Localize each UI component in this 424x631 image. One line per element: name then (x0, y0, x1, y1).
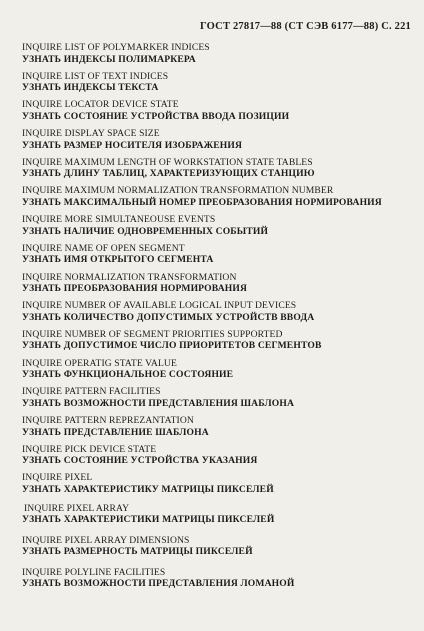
function-name-en: INQUIRE OPERATIG STATE VALUE (22, 357, 177, 369)
function-name-ru: УЗНАТЬ ВОЗМОЖНОСТИ ПРЕДСТАВЛЕНИЯ ЛОМАНОЙ (22, 578, 295, 590)
function-name-en: INQUIRE MAXIMUM LENGTH OF WORKSTATION STATE TABLES (22, 156, 313, 168)
function-entry (22, 243, 418, 266)
function-name-en: INQUIRE LIST OF POLYMARKER INDICES (22, 42, 210, 53)
function-name-ru: УЗНАТЬ КОЛИЧЕСТВО ДОПУСТИМЫХ УСТРОЙСТВ ВВОДА (22, 311, 315, 323)
function-name-ru: УЗНАТЬ МАКСИМАЛЬНЫЙ НОМЕР ПРЕОБРАЗОВАНИЯ НОРМИРОВАНИЯ (22, 197, 382, 209)
function-name-ru: УЗНАТЬ ИНДЕКСЫ ПОЛИМАРКЕРА (22, 53, 196, 65)
function-name-en: INQUIRE NORMALIZATION TRANSFORMATION (22, 271, 237, 283)
function-name-en: INQUIRE NUMBER OF SEGMENT PRIORITIES SUPPORTED (22, 328, 283, 340)
function-name-ru: УЗНАТЬ ДЛИНУ ТАБЛИЦ, ХАРАКТЕРИЗУЮЩИХ СТАНЦИЮ (22, 168, 315, 180)
function-name-en: INQUIRE PIXEL (22, 472, 93, 484)
function-list (22, 42, 418, 590)
function-entry (22, 42, 418, 65)
function-name-ru: УЗНАТЬ ВОЗМОЖНОСТИ ПРЕДСТАВЛЕНИЯ ШАБЛОНА (22, 397, 295, 409)
function-entry (22, 214, 418, 237)
page-header: ГОСТ 27817—88 (СТ СЭВ 6177—88) С. 221 (200, 21, 411, 32)
function-entry (22, 185, 418, 208)
function-entry (22, 567, 418, 590)
function-entry (22, 99, 418, 122)
function-name-en: INQUIRE PATTERN FACILITIES (22, 386, 161, 398)
function-name-ru: УЗНАТЬ ПРЕОБРАЗОВАНИЯ НОРМИРОВАНИЯ (22, 283, 248, 295)
function-name-en: INQUIRE NAME OF OPEN SEGMENT (22, 242, 185, 254)
function-name-ru: УЗНАТЬ ДОПУСТИМОЕ ЧИСЛО ПРИОРИТЕТОВ СЕГМЕНТОВ (22, 340, 322, 352)
function-name-en: INQUIRE PIXEL ARRAY DIMENSIONS (22, 534, 190, 546)
function-entry (22, 71, 418, 94)
function-entry (22, 128, 418, 151)
function-name-ru: УЗНАТЬ СОСТОЯНИЕ УСТРОЙСТВА ВВОДА ПОЗИЦИИ (22, 110, 290, 122)
function-name-ru: УЗНАТЬ ХАРАКТЕРИСТИКУ МАТРИЦЫ ПИКСЕЛЕЙ (22, 483, 274, 495)
function-entry (22, 444, 418, 467)
function-entry (22, 358, 418, 381)
function-name-ru: УЗНАТЬ ФУНКЦИОНАЛЬНОЕ СОСТОЯНИЕ (22, 369, 234, 381)
function-name-ru: УЗНАТЬ ХАРАКТЕРИСТИКИ МАТРИЦЫ ПИКСЕЛЕЙ (22, 514, 275, 526)
function-entry (22, 300, 418, 323)
function-entry (22, 329, 418, 352)
function-name-en: INQUIRE MORE SIMULTANEOUSE EVENTS (22, 214, 216, 226)
function-entry (22, 503, 418, 526)
function-name-en: INQUIRE DISPLAY SPACE SIZE (22, 128, 160, 140)
function-name-en: INQUIRE POLYLINE FACILITIES (22, 566, 166, 578)
function-name-ru: УЗНАТЬ ПРЕДСТАВЛЕНИЕ ШАБЛОНА (22, 426, 209, 438)
function-entry (22, 472, 418, 495)
function-name-en: INQUIRE MAXIMUM NORMALIZATION TRANSFORMATION NUMBER (22, 185, 334, 197)
function-name-ru: УЗНАТЬ РАЗМЕР НОСИТЕЛЯ ИЗОБРАЖЕНИЯ (22, 139, 243, 151)
function-entry (22, 535, 418, 558)
function-entry (22, 157, 418, 180)
function-name-ru: УЗНАТЬ ИНДЕКСЫ ТЕКСТА (22, 82, 159, 94)
function-entry (22, 272, 418, 295)
function-name-ru: УЗНАТЬ РАЗМЕРНОСТЬ МАТРИЦЫ ПИКСЕЛЕЙ (22, 546, 253, 558)
function-name-en: INQUIRE LOCATOR DEVICE STATE (22, 99, 179, 111)
function-name-en: INQUIRE NUMBER OF AVAILABLE LOGICAL INPUT DEVICES (22, 300, 297, 312)
function-entry (22, 386, 418, 409)
function-name-en: INQUIRE PATTERN REPREZANTATION (22, 414, 194, 426)
function-name-en: INQUIRE PIXEL ARRAY (24, 502, 130, 514)
function-name-en: INQUIRE LIST OF TEXT INDICES (22, 70, 169, 82)
function-name-ru: УЗНАТЬ ИМЯ ОТКРЫТОГО СЕГМЕНТА (22, 254, 214, 266)
function-name-ru: УЗНАТЬ СОСТОЯНИЕ УСТРОЙСТВА УКАЗАНИЯ (22, 455, 258, 467)
function-name-en: INQUIRE PICK DEVICE STATE (22, 443, 157, 455)
function-entry (22, 415, 418, 438)
function-name-ru: УЗНАТЬ НАЛИЧИЕ ОДНОВРЕМЕННЫХ СОБЫТИЙ (22, 225, 269, 237)
